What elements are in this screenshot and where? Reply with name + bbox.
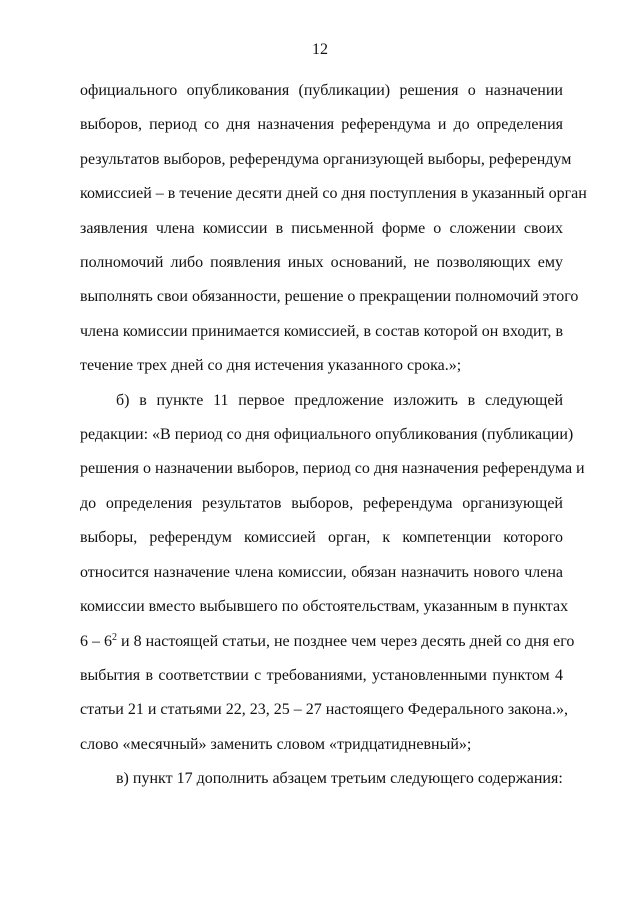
text-line: выполнять свои обязанности, решение о прекращении полномочий этого <box>80 288 579 306</box>
text-line: б) в пункте 11 первое предложение изложить в следующей <box>116 391 563 409</box>
text-line: члена комиссии принимается комиссией, в состав которой он входит, в <box>80 322 563 340</box>
paragraph-item-b <box>80 384 585 762</box>
text-line: до определения результатов выборов, референдума организующей <box>80 494 563 512</box>
text-line: относится назначение члена комиссии, обязан назначить нового члена <box>80 563 563 581</box>
text-line: выборов, период со дня назначения референдума и до определения <box>80 116 563 134</box>
text-line: редакции: «В период со дня официального опубликования (публикации) <box>80 426 574 444</box>
paragraph-continuation <box>80 74 587 384</box>
text-fragment: 6 – 6 <box>80 632 112 650</box>
page-number: 12 <box>312 41 328 58</box>
text-line: слово «месячный» заменить словом «тридцатидневный»; <box>80 735 472 753</box>
text-line: официального опубликования (публикации) решения о назначении <box>80 82 563 99</box>
text-line: заявления члена комиссии в письменной форме о сложении своих <box>80 219 563 237</box>
text-line: полномочий либо появления иных оснований, не позволяющих ему <box>80 254 563 272</box>
paragraph-item-v <box>80 762 563 796</box>
text-line: результатов выборов, референдума организующей выборы, референдум <box>80 150 572 168</box>
text-line: решения о назначении выборов, период со дня назначения референдума и <box>80 460 585 478</box>
text-line: комиссии вместо выбывшего по обстоятельствам, указанным в пунктах <box>80 598 569 616</box>
text-line-with-superscript <box>80 625 575 659</box>
text-line: в) пункт 17 дополнить абзацем третьим следующего содержания: <box>116 770 563 788</box>
text-line: статьи 21 и статьями 22, 23, 25 – 27 настоящего Федерального закона.», <box>80 701 568 719</box>
text-line: комиссией – в течение десяти дней со дня поступления в указанный орган <box>80 185 587 203</box>
superscript: 2 <box>112 631 117 643</box>
text-fragment: и 8 настоящей статьи, не позднее чем через десять дней со дня его <box>117 632 575 650</box>
document-body <box>80 74 587 797</box>
text-line: выбытия в соответствии с требованиями, установленными пунктом 4 <box>80 666 563 684</box>
text-line: течение трех дней со дня истечения указанного срока.»; <box>80 357 462 375</box>
text-line: выборы, референдум комиссией орган, к компетенции которого <box>80 529 563 547</box>
